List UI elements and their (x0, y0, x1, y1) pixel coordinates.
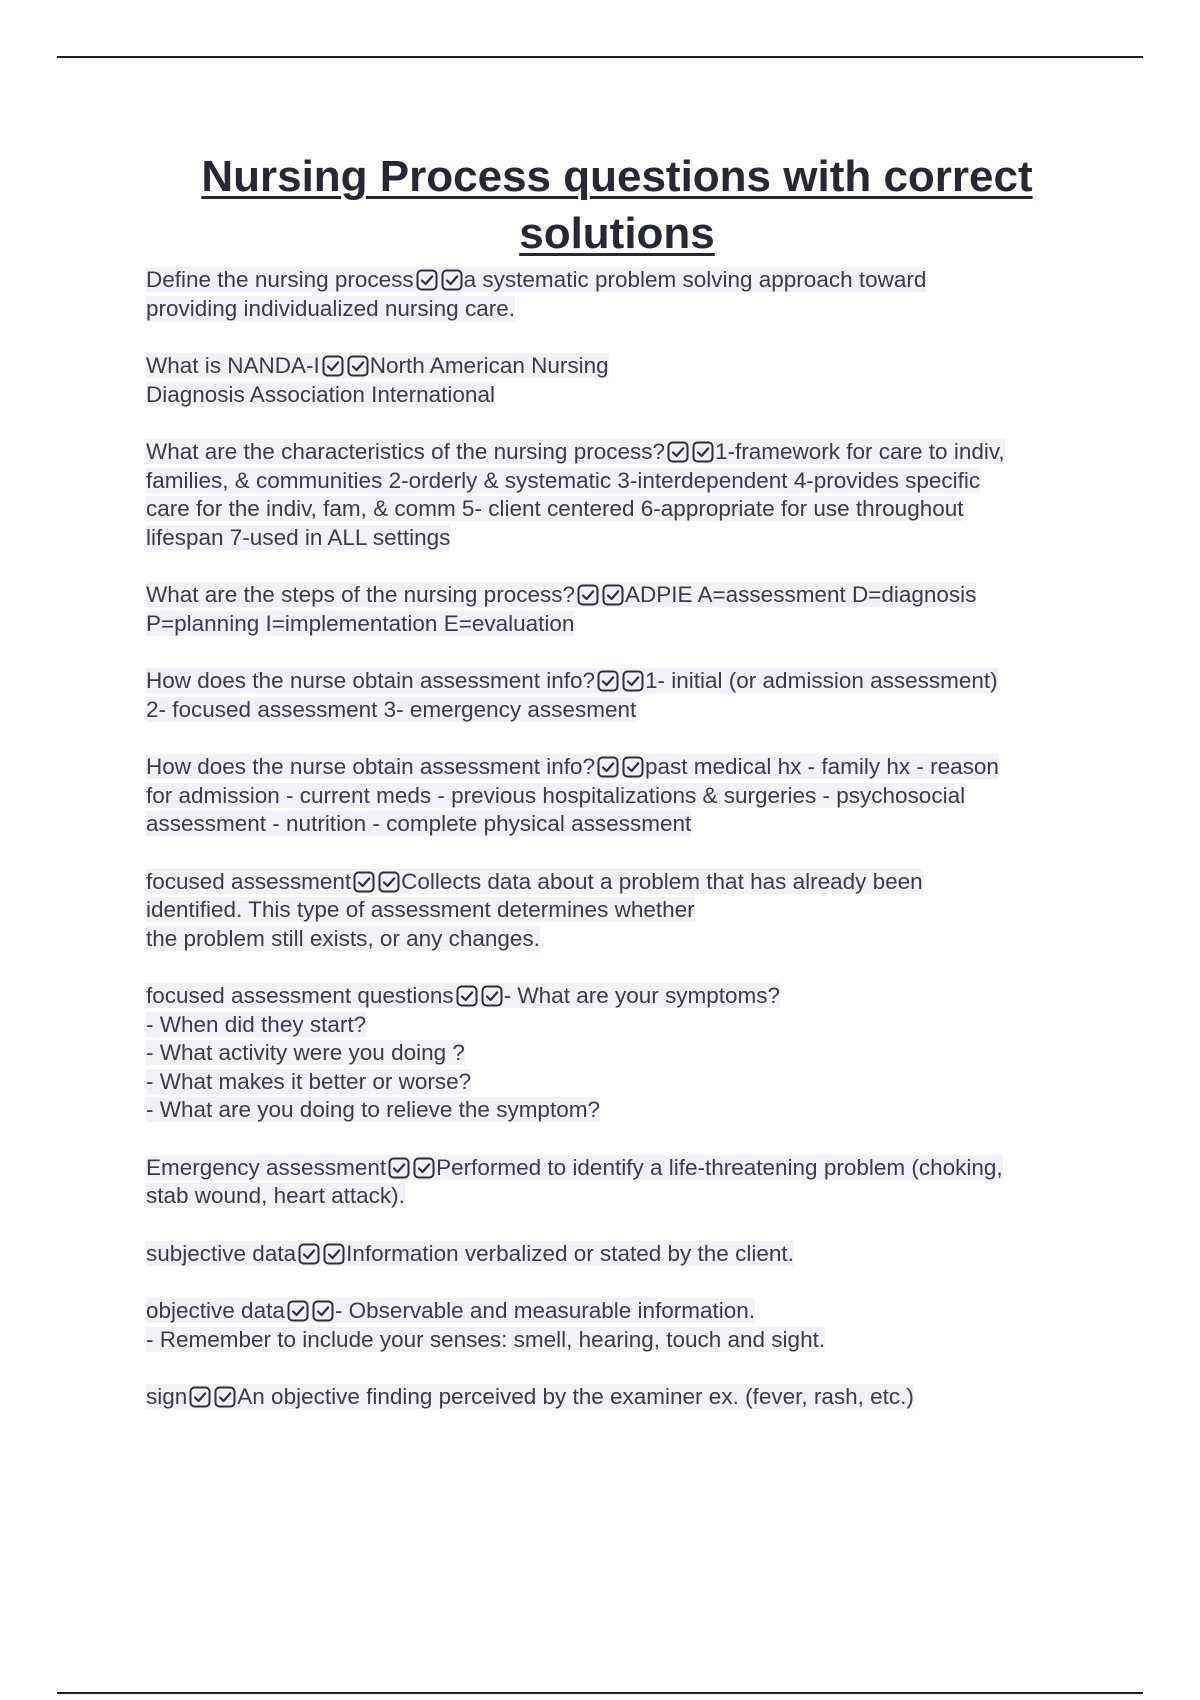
qa-item (146, 1383, 1096, 1412)
qa-line (146, 524, 1096, 553)
qa-line (146, 782, 1096, 811)
highlighted-text (146, 926, 540, 951)
highlighted-text (146, 1298, 755, 1323)
qa-line (146, 982, 1096, 1011)
checkbox-checked-icon (416, 269, 438, 291)
qa-line (146, 1068, 1096, 1097)
highlighted-text (146, 1183, 405, 1208)
checkbox-checked-icon (353, 871, 375, 893)
highlighted-text (146, 1155, 1003, 1180)
checkbox-checked-icon (322, 355, 344, 377)
checkbox-checked-icon (189, 1386, 211, 1408)
answer-text: - What are your symptoms? (503, 983, 781, 1008)
highlighted-text (146, 496, 964, 521)
qa-list (146, 266, 1096, 1412)
answer-text: - When did they start? (146, 1011, 367, 1037)
answer-text: providing individualized nursing care. (146, 295, 515, 321)
answer-text: - Remember to include your senses: smell, hearing, touch and sight. (146, 1326, 826, 1352)
qa-line (146, 810, 1096, 839)
bottom-divider (57, 1692, 1143, 1694)
qa-item (146, 266, 1096, 323)
checkbox-checked-icon (413, 1157, 435, 1179)
qa-line (146, 1039, 1096, 1068)
qa-item (146, 868, 1096, 954)
checkbox-checked-icon (388, 1157, 410, 1179)
qa-item (146, 753, 1096, 839)
question-text: subjective data (146, 1240, 297, 1266)
checkbox-checked-icon (347, 355, 369, 377)
checkbox-checked-icon (323, 1243, 345, 1265)
document-title: Nursing Process questions with correct solutions (201, 152, 1033, 258)
document-body (146, 148, 1096, 1441)
answer-text: Diagnosis Association International (146, 381, 495, 407)
top-divider (57, 56, 1143, 58)
highlighted-text (146, 382, 495, 407)
highlighted-text (146, 1327, 825, 1352)
checkbox-checked-icon (441, 269, 463, 291)
question-text: How does the nurse obtain assessment info? (146, 754, 596, 779)
highlighted-text (146, 1069, 471, 1094)
highlighted-text (146, 611, 574, 636)
qa-line (146, 610, 1096, 639)
highlighted-text (146, 811, 691, 836)
answer-text: assessment - nutrition - complete physical assessment (146, 811, 692, 836)
question-text: What are the steps of the nursing process? (146, 582, 575, 607)
qa-line (146, 1383, 1096, 1412)
answer-text: Performed to identify a life-threatening problem (choking, (436, 1154, 1003, 1180)
qa-line (146, 667, 1096, 696)
highlighted-text (146, 783, 965, 808)
highlighted-text (146, 582, 976, 607)
answer-text: Information verbalized or stated by the client. (346, 1240, 794, 1266)
highlighted-text (146, 439, 1005, 464)
question-text: How does the nurse obtain assessment info? (146, 668, 596, 693)
qa-line (146, 352, 1096, 381)
qa-item (146, 352, 1096, 409)
checkbox-checked-icon (312, 1300, 334, 1322)
qa-line (146, 581, 1096, 610)
answer-text: care for the indiv, fam, & comm 5- client centered 6-appropriate for use throughout (146, 496, 964, 521)
checkbox-checked-icon (597, 670, 619, 692)
answer-text: ADPIE A=assessment D=diagnosis (624, 582, 977, 607)
checkbox-checked-icon (456, 985, 478, 1007)
qa-line (146, 295, 1096, 324)
qa-item (146, 581, 1096, 638)
checkbox-checked-icon (602, 584, 624, 606)
question-text: What is NANDA-I (146, 353, 320, 378)
answer-text: for admission - current meds - previous hospitalizations & surgeries - psychosocial (146, 782, 966, 808)
checkbox-checked-icon (667, 441, 689, 463)
checkbox-checked-icon (577, 584, 599, 606)
answer-text: An objective finding perceived by the examiner ex. (fever, rash, etc.) (237, 1384, 914, 1409)
qa-line (146, 1096, 1096, 1125)
qa-line (146, 1154, 1096, 1183)
qa-line (146, 495, 1096, 524)
highlighted-text (146, 296, 515, 321)
question-text: focused assessment questions (146, 983, 454, 1008)
highlighted-text (146, 267, 926, 292)
question-text: sign (146, 1384, 188, 1409)
qa-item (146, 1297, 1096, 1354)
checkbox-checked-icon (214, 1386, 236, 1408)
answer-text: Collects data about a problem that has already been (401, 868, 923, 894)
highlighted-text (146, 525, 450, 550)
qa-line (146, 753, 1096, 782)
highlighted-text (146, 1384, 914, 1409)
qa-line (146, 925, 1096, 954)
qa-line (146, 696, 1096, 725)
answer-text: P=planning I=implementation E=evaluation (146, 610, 575, 636)
qa-line (146, 1240, 1096, 1269)
qa-line (146, 868, 1096, 897)
answer-text: families, & communities 2-orderly & systematic 3-interdependent 4-provides specific (146, 467, 981, 493)
answer-text: past medical hx - family hx - reason (645, 754, 999, 779)
answer-text: - What are you doing to relieve the symptom? (146, 1097, 600, 1122)
highlighted-text (146, 1097, 600, 1122)
answer-text: lifespan 7-used in ALL settings (146, 524, 451, 550)
qa-line (146, 1182, 1096, 1211)
answer-text: North American Nursing (369, 353, 609, 378)
answer-text: a systematic problem solving approach toward (463, 267, 927, 292)
qa-item (146, 982, 1096, 1125)
qa-item (146, 1154, 1096, 1211)
checkbox-checked-icon (622, 670, 644, 692)
answer-text: - Observable and measurable information. (334, 1298, 756, 1323)
checkbox-checked-icon (692, 441, 714, 463)
question-text: objective data (146, 1298, 285, 1323)
checkbox-checked-icon (622, 756, 644, 778)
answer-text: 1- initial (or admission assessment) (645, 668, 998, 693)
answer-text: 2- focused assessment 3- emergency assesment (146, 696, 637, 722)
qa-line (146, 1011, 1096, 1040)
answer-text: identified. This type of assessment determines whether (146, 897, 695, 922)
highlighted-text (146, 983, 780, 1008)
qa-item (146, 667, 1096, 724)
checkbox-checked-icon (597, 756, 619, 778)
answer-text: the problem still exists, or any changes. (146, 925, 540, 951)
question-text: What are the characteristics of the nursing process? (146, 439, 665, 464)
checkbox-checked-icon (481, 985, 503, 1007)
question-text: Define the nursing process (146, 267, 414, 292)
highlighted-text (146, 1241, 794, 1266)
highlighted-text (146, 1012, 366, 1037)
question-text: focused assessment (146, 868, 352, 894)
answer-text: - What makes it better or worse? (146, 1068, 472, 1094)
qa-item (146, 1240, 1096, 1269)
qa-line (146, 1326, 1096, 1355)
qa-line (146, 381, 1096, 410)
highlighted-text (146, 897, 695, 922)
highlighted-text (146, 353, 609, 378)
answer-text: 1-framework for care to indiv, (715, 439, 1005, 464)
checkbox-checked-icon (298, 1243, 320, 1265)
highlighted-text (146, 869, 923, 894)
question-text: Emergency assessment (146, 1154, 387, 1180)
highlighted-text (146, 1040, 465, 1065)
highlighted-text (146, 697, 636, 722)
qa-line (146, 1297, 1096, 1326)
checkbox-checked-icon (378, 871, 400, 893)
qa-item (146, 438, 1096, 552)
checkbox-checked-icon (287, 1300, 309, 1322)
qa-line (146, 438, 1096, 467)
qa-line (146, 266, 1096, 295)
answer-text: stab wound, heart attack). (146, 1183, 405, 1208)
highlighted-text (146, 668, 998, 693)
answer-text: - What activity were you doing ? (146, 1040, 465, 1065)
qa-line (146, 896, 1096, 925)
qa-line (146, 467, 1096, 496)
highlighted-text (146, 468, 980, 493)
highlighted-text (146, 754, 999, 779)
